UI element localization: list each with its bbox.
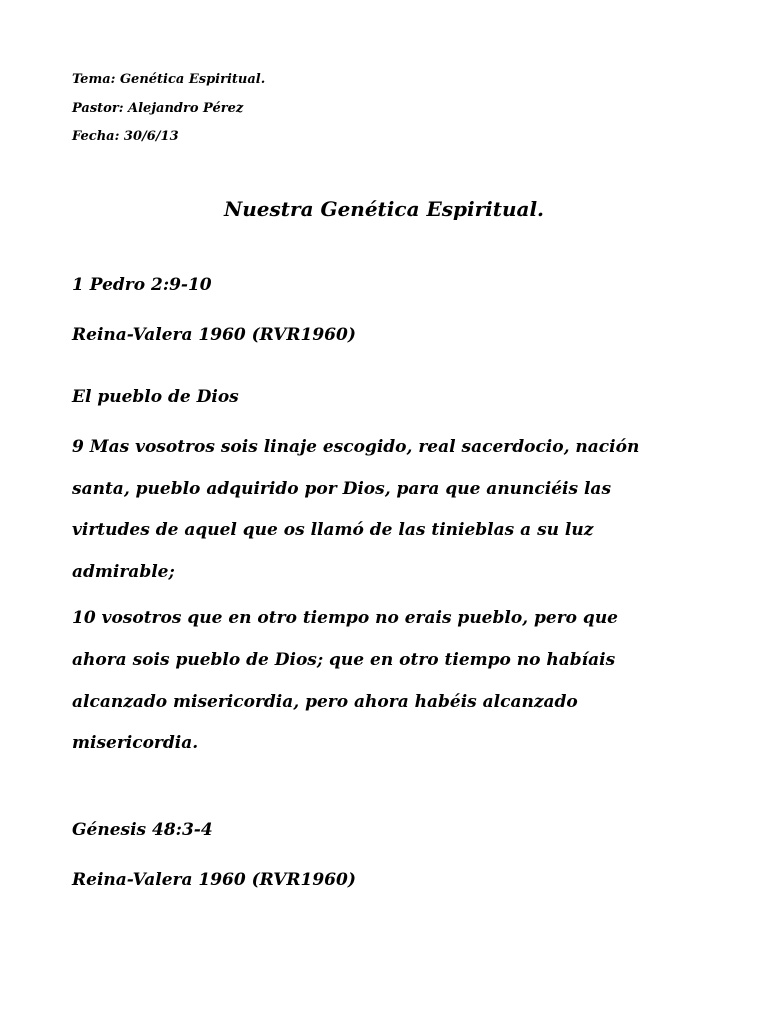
verse9-line: santa, pueblo adquirido por Dios, para que anunciéis las <box>72 479 612 499</box>
verse9-line: 9 Mas vosotros sois linaje escogido, real sacerdocio, nación <box>72 437 640 457</box>
verse9-line: virtudes de aquel que os llamó de las tinieblas a su luz <box>72 520 594 540</box>
header-tema: Tema: Genética Espiritual. <box>72 72 266 87</box>
verse10-line: 10 vosotros que en otro tiempo no erais pueblo, pero que <box>72 608 618 628</box>
passage1-version: Reina-Valera 1960 (RVR1960) <box>72 325 356 345</box>
header-fecha: Fecha: 30/6/13 <box>72 129 179 144</box>
verse10-line: alcanzado misericordia, pero ahora habéis alcanzado <box>72 692 578 712</box>
verse9-line: admirable; <box>72 562 175 582</box>
header-pastor: Pastor: Alejandro Pérez <box>72 101 244 116</box>
passage1-heading: El pueblo de Dios <box>72 387 239 407</box>
passage2-version: Reina-Valera 1960 (RVR1960) <box>72 870 356 890</box>
passage2-reference: Génesis 48:3-4 <box>72 820 213 840</box>
verse10-line: misericordia. <box>72 733 199 753</box>
passage1-reference: 1 Pedro 2:9-10 <box>72 275 212 295</box>
document-title: Nuestra Genética Espiritual. <box>223 197 545 221</box>
verse10-line: ahora sois pueblo de Dios; que en otro tiempo no habíais <box>72 650 616 670</box>
